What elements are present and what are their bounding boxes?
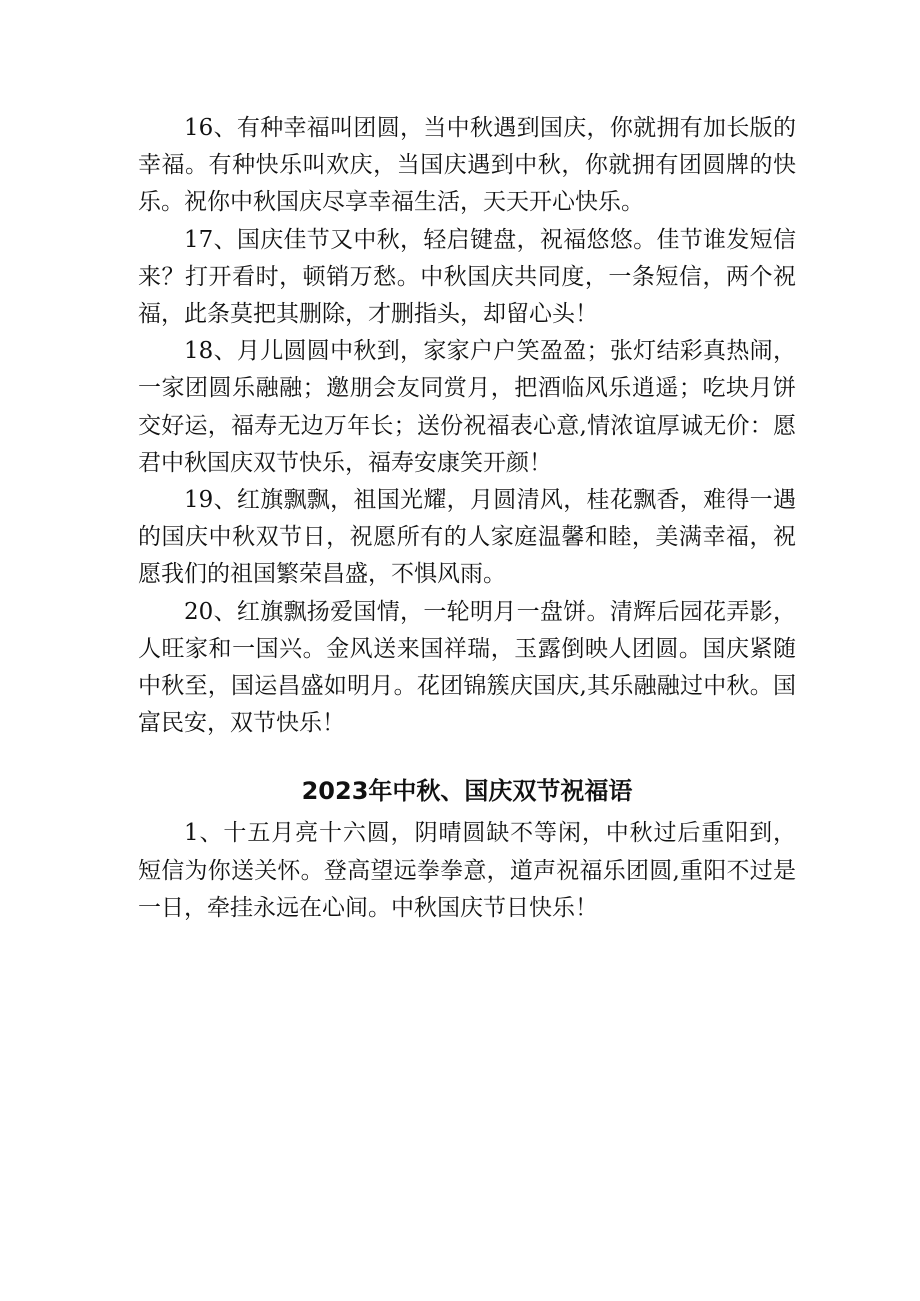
section-title: 2023年中秋、国庆双节祝福语	[301, 777, 633, 806]
greeting-paragraph-1: 1、十五月亮十六圆，阴晴圆缺不等闲，中秋过后重阳到，短信为你送关怀。登高望远拳拳意，道声祝福乐团圆,重阳不过是一日，牵挂永远在心间。中秋国庆节日快乐！	[138, 820, 796, 922]
greeting-paragraph-16: 16、有种幸福叫团圆，当中秋遇到国庆，你就拥有加长版的幸福。有种快乐叫欢庆，当国庆遇到中秋，你就拥有团圆牌的快乐。祝你中秋国庆尽享幸福生活，天天开心快乐。	[138, 115, 796, 216]
greeting-paragraph-19: 19、红旗飘飘，祖国光耀，月圆清风，桂花飘香，难得一遇的国庆中秋双节日，祝愿所有的人家庭温馨和睦，美满幸福，祝愿我们的祖国繁荣昌盛，不惧风雨。	[138, 487, 796, 588]
greeting-paragraph-18: 18、月儿圆圆中秋到，家家户户笑盈盈；张灯结彩真热闹，一家团圆乐融融；邀朋会友同赏月，把酒临风乐逍遥；吃块月饼交好运，福寿无边万年长；送份祝福表心意,情浓谊厚诚无价：愿君中秋国庆双节快乐，福寿安康笑开颜！	[138, 338, 796, 476]
document-page	[138, 110, 796, 928]
greeting-paragraph-17: 17、国庆佳节又中秋，轻启键盘，祝福悠悠。佳节谁发短信来？打开看时，顿销万愁。中秋国庆共同度，一条短信，两个祝福，此条莫把其删除，才删指头，却留心头！	[138, 226, 796, 328]
greetings-list-continued	[138, 110, 796, 742]
greetings-section-2023	[138, 767, 796, 928]
greeting-paragraph-20: 20、红旗飘扬爱国情，一轮明月一盘饼。清辉后园花弄影，人旺家和一国兴。金风送来国祥瑞，玉露倒映人团圆。国庆紧随中秋至，国运昌盛如明月。花团锦簇庆国庆,其乐融融过中秋。国富民安，双节快乐！	[138, 598, 796, 737]
